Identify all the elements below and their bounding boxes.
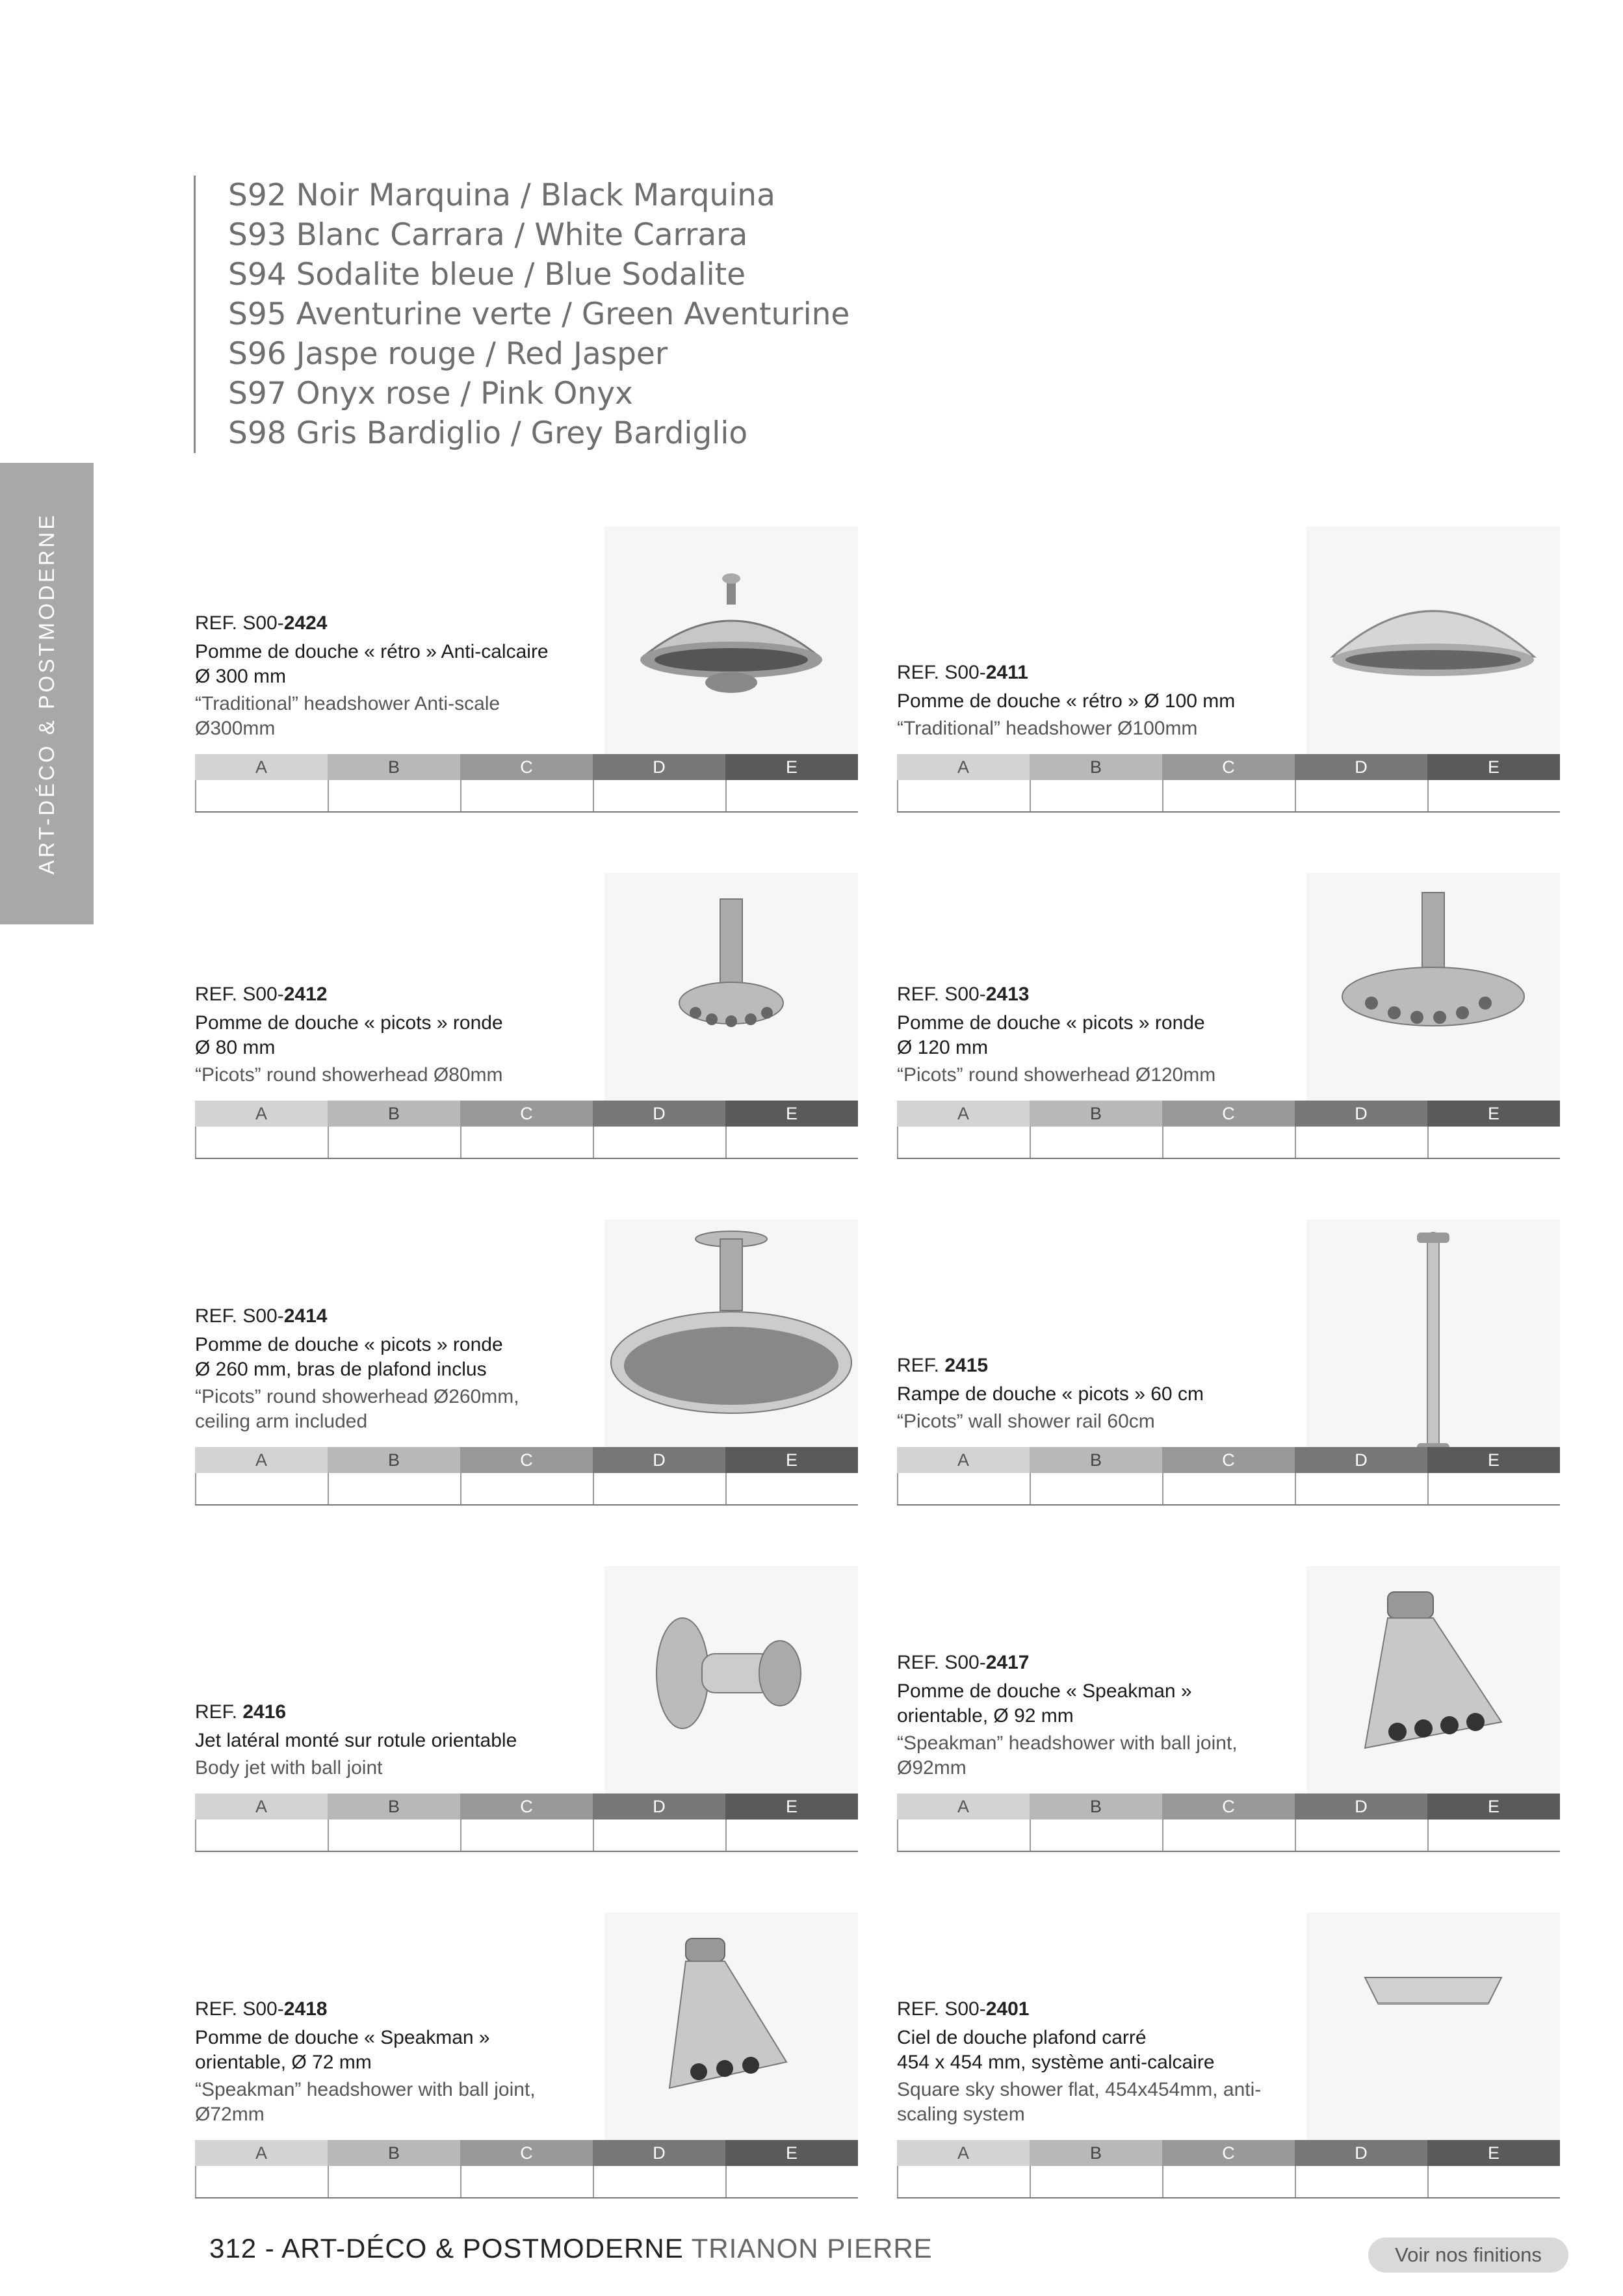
product-card <box>195 873 858 1159</box>
product-description-en: Body jet with ball joint <box>195 1757 383 1779</box>
finish-grid-d: D <box>593 1447 725 1473</box>
finish-grid-e: E <box>725 1101 858 1127</box>
finish-grid-d: D <box>593 2140 725 2166</box>
picots-showerhead-120-icon <box>1306 873 1560 1127</box>
finish-grid-d: D <box>1295 1447 1427 1473</box>
product-image <box>1306 873 1560 1127</box>
finish-grid-d: D <box>593 1794 725 1820</box>
finish-grid <box>195 1101 858 1159</box>
finish-grid-d: D <box>1295 754 1427 780</box>
finish-grid-c: C <box>460 1101 593 1127</box>
finish-item: S93 Blanc Carrara / White Carrara <box>228 217 748 253</box>
finish-grid-c: C <box>1162 1447 1295 1473</box>
product-description-en: “Picots” round showerhead Ø120mm <box>897 1064 1216 1086</box>
finish-grid-b: B <box>1030 754 1162 780</box>
product-card <box>195 1912 858 2198</box>
finish-grid-d: D <box>1295 1101 1427 1127</box>
finish-grid-b: B <box>1030 1794 1162 1820</box>
product-ref: REF. S00-2401 <box>897 1998 1030 2020</box>
finish-grid <box>897 1794 1560 1852</box>
finish-grid-b: B <box>1030 1447 1162 1473</box>
finish-grid <box>195 1447 858 1506</box>
retro-showerhead-300-icon <box>604 527 858 780</box>
finish-grid-b: B <box>328 1794 460 1820</box>
finish-grid-e: E <box>725 2140 858 2166</box>
product-description-fr: Pomme de douche « picots » ronde Ø 120 mm <box>897 1012 1205 1058</box>
finish-grid-a: A <box>897 1447 1030 1473</box>
finish-grid-a: A <box>195 1794 328 1820</box>
finish-grid-c: C <box>1162 1101 1295 1127</box>
finish-grid-e: E <box>1427 1447 1560 1473</box>
square-sky-shower-icon <box>1306 1912 1560 2166</box>
finish-grid-c: C <box>1162 754 1295 780</box>
product-ref: REF. S00-2418 <box>195 1998 328 2020</box>
finish-grid-b: B <box>1030 1101 1162 1127</box>
finish-grid-c: C <box>460 2140 593 2166</box>
product-description-en: “Picots” round showerhead Ø80mm <box>195 1064 503 1086</box>
product-card <box>897 527 1560 813</box>
product-card <box>897 1566 1560 1852</box>
finish-grid-a: A <box>195 1101 328 1127</box>
picots-showerhead-260-icon <box>604 1220 858 1473</box>
finish-grid-e: E <box>725 754 858 780</box>
finish-grid <box>195 754 858 813</box>
finish-grid-e: E <box>1427 2140 1560 2166</box>
section-side-tab <box>0 463 94 924</box>
product-card <box>195 1566 858 1852</box>
finish-grid-e: E <box>725 1447 858 1473</box>
product-card <box>897 1912 1560 2198</box>
product-description-en: Square sky shower flat, 454x454mm, anti- scaling system <box>897 2079 1262 2125</box>
finish-grid-e: E <box>1427 1101 1560 1127</box>
finish-grid-c: C <box>1162 1794 1295 1820</box>
voir-finitions-button[interactable]: Voir nos finitions <box>1368 2237 1568 2273</box>
product-image <box>604 527 858 780</box>
finish-grid-c: C <box>1162 2140 1295 2166</box>
product-description-en: “Traditional” headshower Ø100mm <box>897 718 1198 739</box>
finish-item: S92 Noir Marquina / Black Marquina <box>228 177 775 213</box>
finish-grid-a: A <box>897 754 1030 780</box>
product-image <box>1306 1220 1560 1473</box>
retro-showerhead-100-icon <box>1306 527 1560 780</box>
product-description-fr: Rampe de douche « picots » 60 cm <box>897 1383 1204 1405</box>
product-image <box>1306 1912 1560 2166</box>
finish-item: S96 Jaspe rouge / Red Jasper <box>228 336 668 372</box>
finish-grid <box>897 2140 1560 2198</box>
finish-item: S95 Aventurine verte / Green Aventurine <box>228 296 850 332</box>
body-jet-icon <box>604 1566 858 1820</box>
product-ref: REF. S00-2417 <box>897 1652 1030 1673</box>
page-footer <box>209 2233 933 2264</box>
finish-grid-a: A <box>195 2140 328 2166</box>
product-ref: REF. S00-2414 <box>195 1305 328 1327</box>
finish-grid-a: A <box>897 1101 1030 1127</box>
product-card <box>897 1220 1560 1506</box>
product-card <box>195 1220 858 1506</box>
speakman-showerhead-72-icon <box>604 1912 858 2166</box>
product-description-en: “Traditional” headshower Anti-scale Ø300mm <box>195 693 500 739</box>
finish-grid-e: E <box>1427 754 1560 780</box>
product-card <box>897 873 1560 1159</box>
product-description-en: “Picots” wall shower rail 60cm <box>897 1411 1155 1432</box>
finish-grid-c: C <box>460 1794 593 1820</box>
finish-grid-c: C <box>460 754 593 780</box>
finish-grid <box>195 1794 858 1852</box>
product-ref: REF. 2416 <box>195 1701 287 1723</box>
finish-grid-d: D <box>1295 1794 1427 1820</box>
finish-grid-d: D <box>593 754 725 780</box>
finish-grid-a: A <box>897 1794 1030 1820</box>
finish-item: S98 Gris Bardiglio / Grey Bardiglio <box>228 415 748 451</box>
product-image <box>604 1912 858 2166</box>
finish-list <box>194 176 850 453</box>
finish-grid-a: A <box>195 754 328 780</box>
product-card <box>195 527 858 813</box>
product-description-fr: Pomme de douche « picots » ronde Ø 80 mm <box>195 1012 503 1058</box>
finish-grid-e: E <box>725 1794 858 1820</box>
product-ref: REF. S00-2411 <box>897 662 1028 683</box>
finish-grid-e: E <box>1427 1794 1560 1820</box>
product-image <box>604 873 858 1127</box>
product-description-fr: Jet latéral monté sur rotule orientable <box>195 1730 517 1751</box>
finish-grid <box>897 1447 1560 1506</box>
product-description-fr: Pomme de douche « Speakman » orientable, Ø 72 mm <box>195 2027 490 2073</box>
product-ref: REF. 2415 <box>897 1355 989 1376</box>
product-description-en: “Speakman” headshower with ball joint, Ø92mm <box>897 1732 1238 1779</box>
product-description-fr: Pomme de douche « rétro » Anti-calcaire Ø 300 mm <box>195 641 549 687</box>
finish-item: S94 Sodalite bleue / Blue Sodalite <box>228 257 746 293</box>
finish-grid-b: B <box>328 1447 460 1473</box>
finish-grid-a: A <box>897 2140 1030 2166</box>
finish-item: S97 Onyx rose / Pink Onyx <box>228 376 633 411</box>
product-description-en: “Picots” round showerhead Ø260mm, ceiling arm included <box>195 1386 519 1432</box>
finish-grid <box>897 754 1560 813</box>
section-side-tab-label: ART-DÉCO & POSTMODERNE <box>34 512 58 875</box>
footer-section: 312 - ART-DÉCO & POSTMODERNE <box>209 2233 684 2263</box>
finish-grid-d: D <box>593 1101 725 1127</box>
product-image <box>1306 1566 1560 1820</box>
finish-grid <box>195 2140 858 2198</box>
shower-rail-icon <box>1306 1220 1560 1473</box>
finish-grid-a: A <box>195 1447 328 1473</box>
product-description-en: “Speakman” headshower with ball joint, Ø72mm <box>195 2079 536 2125</box>
product-image <box>604 1566 858 1820</box>
product-ref: REF. S00-2413 <box>897 984 1030 1005</box>
finish-grid-b: B <box>1030 2140 1162 2166</box>
finish-grid <box>897 1101 1560 1159</box>
product-ref: REF. S00-2412 <box>195 984 328 1005</box>
product-description-fr: Pomme de douche « picots » ronde Ø 260 mm, bras de plafond inclus <box>195 1334 503 1380</box>
product-image <box>1306 527 1560 780</box>
product-description-fr: Pomme de douche « rétro » Ø 100 mm <box>897 690 1236 712</box>
finish-grid-b: B <box>328 754 460 780</box>
product-description-fr: Ciel de douche plafond carré 454 x 454 mm, système anti-calcaire <box>897 2027 1215 2073</box>
product-description-fr: Pomme de douche « Speakman » orientable, Ø 92 mm <box>897 1680 1192 1727</box>
speakman-showerhead-92-icon <box>1306 1566 1560 1820</box>
footer-brand: TRIANON PIERRE <box>691 2233 933 2263</box>
product-ref: REF. S00-2424 <box>195 612 328 634</box>
picots-showerhead-80-icon <box>604 873 858 1127</box>
product-image <box>604 1220 858 1473</box>
finish-grid-d: D <box>1295 2140 1427 2166</box>
finish-grid-c: C <box>460 1447 593 1473</box>
finish-grid-b: B <box>328 2140 460 2166</box>
finish-grid-b: B <box>328 1101 460 1127</box>
